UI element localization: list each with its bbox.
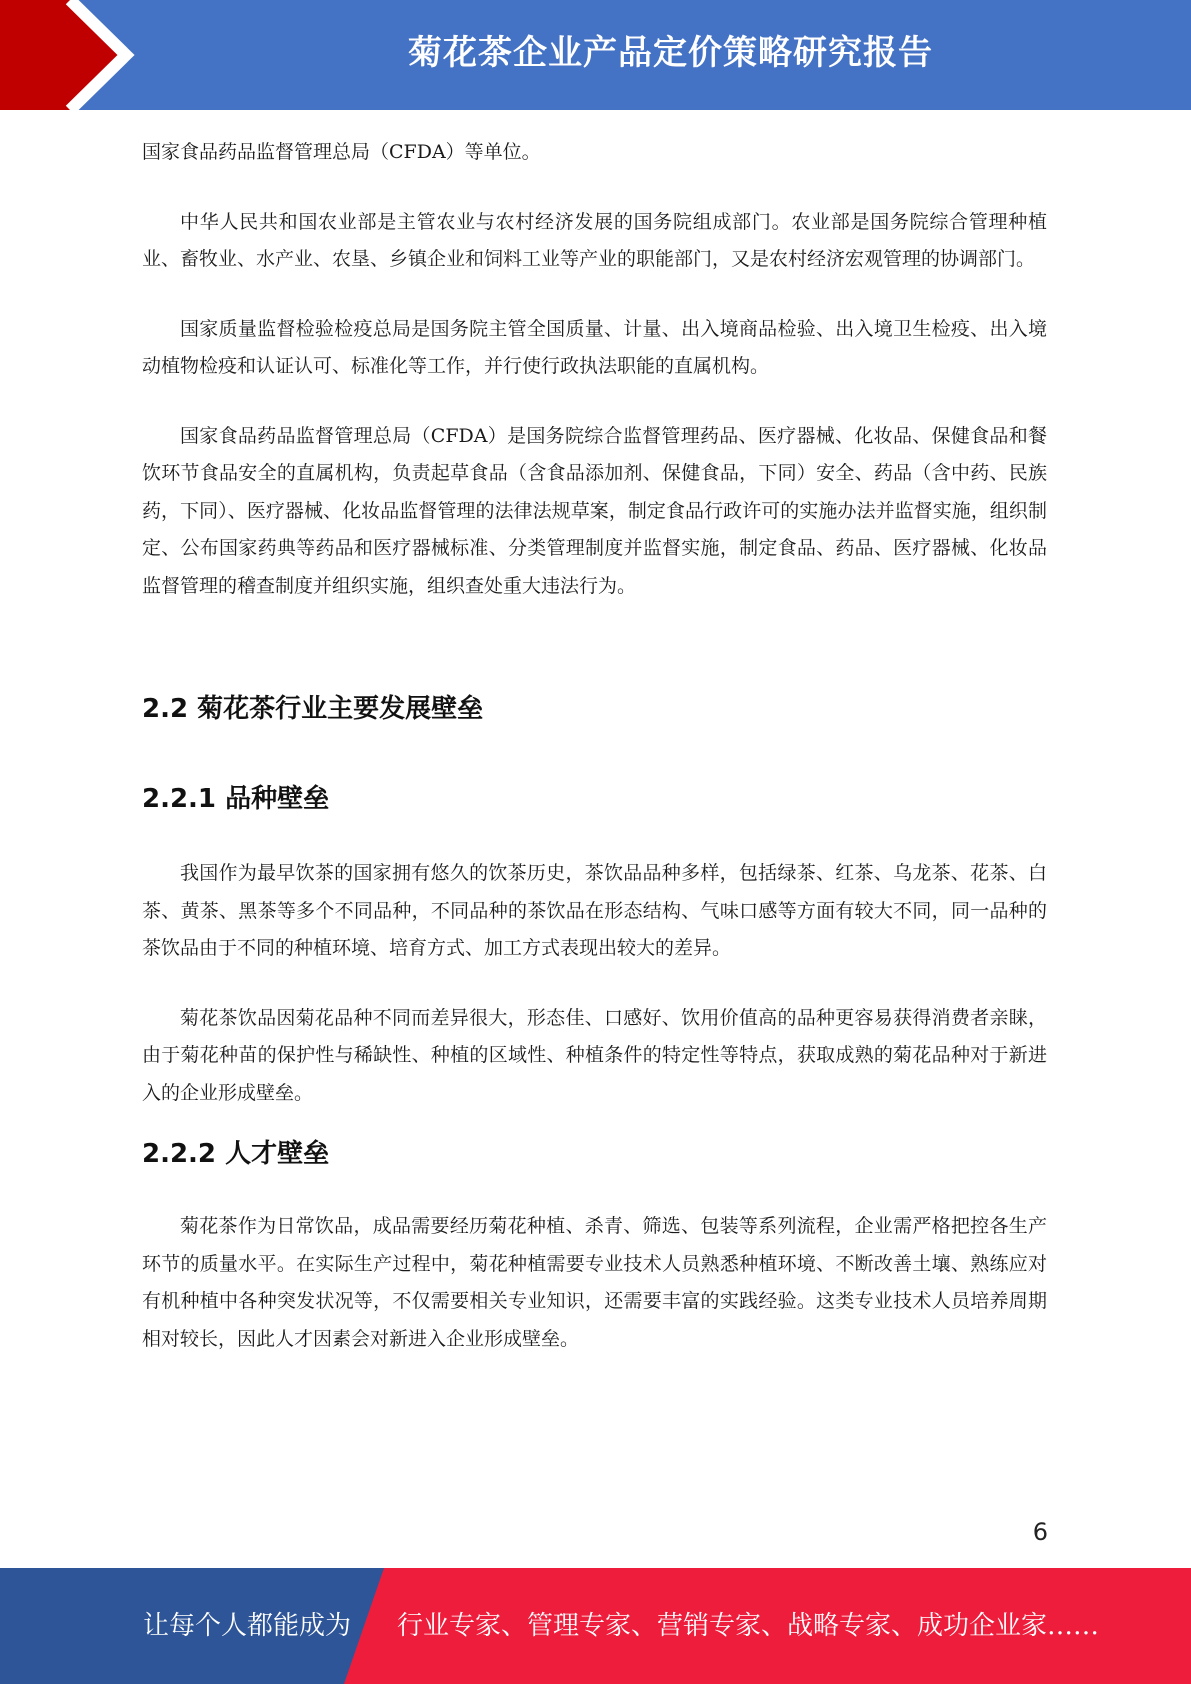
paragraph-variety-1: 我国作为最早饮茶的国家拥有悠久的饮茶历史，茶饮品品种多样，包括绿茶、红茶、乌龙茶、花茶、白茶、黄茶、黑茶等多个不同品种，不同品种的茶饮品在形态结构、气味口感等方面有较大不同，同一品种的茶饮品由于不同的种植环境、培育方式、加工方式表现出较大的差异。 bbox=[142, 862, 1047, 959]
paragraph-variety-2: 菊花茶饮品因菊花品种不同而差异很大，形态佳、口感好、饮用价值高的品种更容易获得消费者亲睐，由于菊花种苗的保护性与稀缺性、种植的区域性、种植条件的特定性等特点，获取成熟的菊花品种对于新进入的企业形成壁垒。 bbox=[142, 1006, 1047, 1104]
report-title: 菊花茶企业产品定价策略研究报告 bbox=[408, 33, 933, 73]
footer-slogan-right: 行业专家、管理专家、营销专家、战略专家、成功企业家…… bbox=[397, 1611, 1100, 1641]
intro-line: 国家食品药品监督管理总局（CFDA）等单位。 bbox=[142, 141, 541, 163]
section-heading-2-2-1: 2.2.1 品种壁垒 bbox=[142, 784, 330, 814]
footer-slogan-left: 让每个人都能成为 bbox=[143, 1611, 352, 1641]
section-heading-2-2: 2.2 菊花茶行业主要发展壁垒 bbox=[142, 694, 484, 724]
page-number: 6 bbox=[1032, 1518, 1048, 1546]
paragraph-ministry-agriculture: 中华人民共和国农业部是主管农业与农村经济发展的国务院组成部门。农业部是国务院综合管理种植业、畜牧业、水产业、农垦、乡镇企业和饲料工业等产业的职能部门，又是农村经济宏观管理的协调部门。 bbox=[142, 210, 1047, 270]
section-heading-2-2-2: 2.2.2 人才壁垒 bbox=[142, 1139, 330, 1169]
document-body bbox=[142, 134, 1047, 1358]
paragraph-quality-supervision: 国家质量监督检验检疫总局是国务院主管全国质量、计量、出入境商品检验、出入境卫生检疫、出入境动植物检疫和认证认可、标准化等工作，并行使行政执法职能的直属机构。 bbox=[142, 317, 1047, 377]
header-banner bbox=[0, 0, 1191, 110]
paragraph-cfda: 国家食品药品监督管理总局（CFDA）是国务院综合监督管理药品、医疗器械、化妆品、保健食品和餐饮环节食品安全的直属机构，负责起草食品（含食品添加剂、保健食品，下同）安全、药品（含中药、民族药，下同）、医疗器械、化妆品监督管理的法律法规草案，制定食品行政许可的实施办法并监督实施，组织制定、公布国家药典等药品和医疗器械标准、分类管理制度并监督实施，制定食品、药品、医疗器械、化妆品监督管理的稽查制度并组织实施，组织查处重大违法行为。 bbox=[142, 424, 1047, 597]
paragraph-talent: 菊花茶作为日常饮品，成品需要经历菊花种植、杀青、筛选、包装等系列流程，企业需严格把控各生产环节的质量水平。在实际生产过程中，菊花种植需要专业技术人员熟悉种植环境、不断改善土壤、熟练应对有机种植中各种突发状况等，不仅需要相关专业知识，还需要丰富的实践经验。这类专业技术人员培养周期相对较长，因此人才因素会对新进入企业形成壁垒。 bbox=[142, 1215, 1047, 1350]
footer-banner bbox=[0, 1568, 1191, 1684]
